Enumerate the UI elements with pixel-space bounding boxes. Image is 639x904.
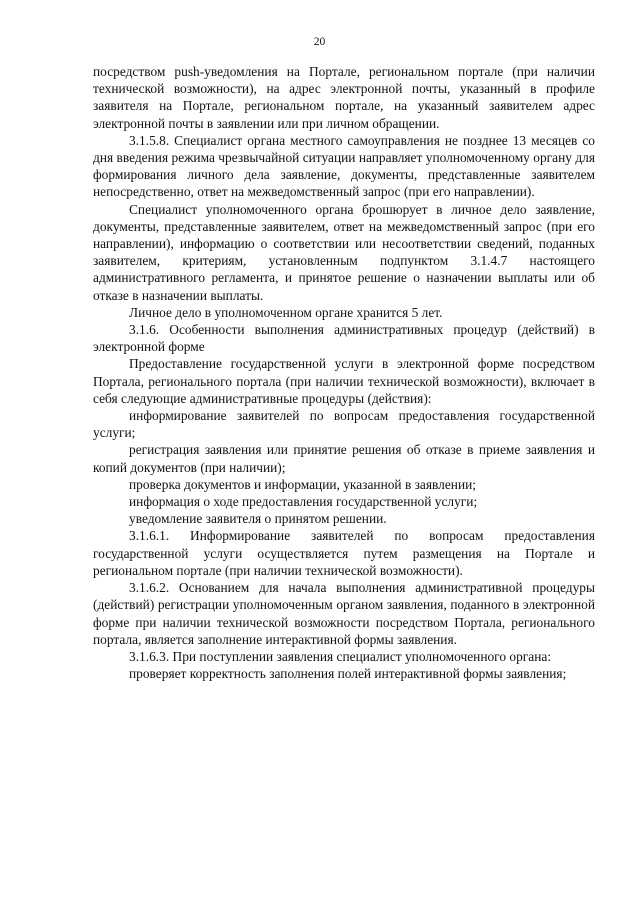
list-item-registration: регистрация заявления или принятие решения об отказе в приеме заявления и копий документов (при наличии); bbox=[93, 442, 595, 475]
paragraph-3-1-5-8: 3.1.5.8. Специалист органа местного самоуправления не позднее 13 месяцев со дня введения режима чрезвычайной ситуации направляет уполномоченному органу для формирования личного дела заявление, документы, представленные заявителем непосредственно, ответ на межведомственный запрос (при его направлении). bbox=[93, 132, 595, 200]
paragraph-3-1-6-heading: 3.1.6. Особенности выполнения административных процедур (действий) в электронной форме bbox=[93, 322, 595, 355]
list-item-document-check: проверка документов и информации, указанной в заявлении; bbox=[129, 476, 476, 492]
document-body bbox=[93, 63, 595, 682]
list-item-informing: информирование заявителей по вопросам предоставления государственной услуги; bbox=[93, 408, 595, 441]
list-item-progress-info: информация о ходе предоставления государственной услуги; bbox=[129, 494, 478, 510]
paragraph-3-1-6-3: 3.1.6.3. При поступлении заявления специалист уполномоченного органа: bbox=[129, 648, 552, 664]
paragraph-electronic-form-intro: Предоставление государственной услуги в электронной форме посредством Портала, регионального портала (при наличии технической возможности), включает в себя следующие административные процедуры (действия): bbox=[93, 356, 595, 406]
paragraph-personal-file: Специалист уполномоченного органа брошюрует в личное дело заявление, документы, представленные заявителем, ответ на межведомственный запрос (при его направлении), информацию о соответствии или несоответствии сведений, поданных заявителем, критериям, установленным подпунктом 3.1.4.7 настоящего административного регламента, и принятое решение о назначении выплаты или об отказе в назначении выплаты. bbox=[93, 201, 595, 303]
list-item-decision-notice: уведомление заявителя о принятом решении. bbox=[129, 511, 387, 527]
paragraph-3-1-6-2: 3.1.6.2. Основанием для начала выполнения административной процедуры (действий) регистрации уполномоченным органом заявления, поданного в электронной форме при наличии технической возможности посредством Портала, регионального портала, является заполнение интерактивной формы заявления. bbox=[93, 580, 595, 647]
paragraph-notification-channels: посредством push-уведомления на Портале, региональном портале (при наличии технической возможности), на адрес электронной почты, указанный в профиле заявителя на Портале, региональном портале, на указанный заявителем адрес электронной почты в заявлении или при личном обращении. bbox=[93, 64, 595, 131]
paragraph-form-check: проверяет корректность заполнения полей интерактивной формы заявления; bbox=[129, 666, 567, 682]
paragraph-3-1-6-1: 3.1.6.1. Информирование заявителей по вопросам предоставления государственной услуги осуществляется путем размещения на Портале и региональном портале (при наличии технической возможности). bbox=[93, 528, 595, 578]
page-number: 20 bbox=[313, 36, 326, 48]
paragraph-storage-term: Личное дело в уполномоченном органе хранится 5 лет. bbox=[129, 304, 443, 320]
